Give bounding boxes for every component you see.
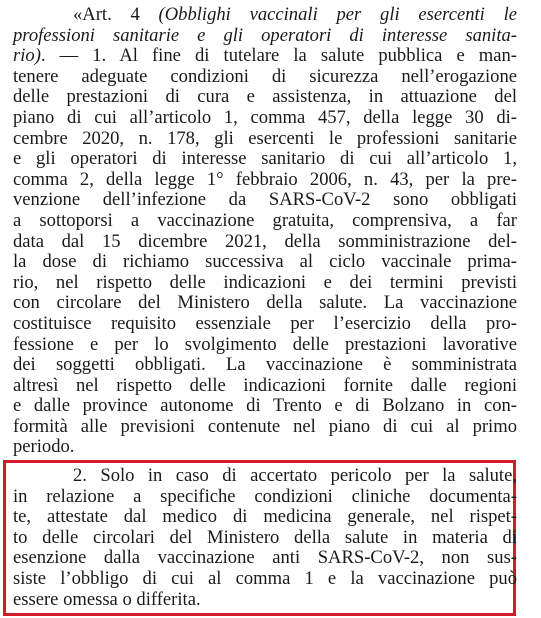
text-line: comma 2, della legge 1° febbraio 2006, n. 43, per la pre- <box>13 168 517 190</box>
text-line: la dose di richiamo successiva al ciclo vaccinale prima- <box>13 251 517 273</box>
text-line <box>13 5 517 26</box>
paragraph-start: . — 1. Al fine di tutelare la salute pubblica e man- <box>40 45 517 67</box>
text-line: professioni sanitarie e gli operatori di interesse sanita- <box>13 24 517 46</box>
paragraph-2-body <box>13 466 517 610</box>
text-line: esenzione dalla vaccinazione anti SARS-CoV-2, non sus- <box>13 547 517 569</box>
text-line <box>13 46 517 67</box>
text-line: data dal 15 dicembre 2021, della somministrazione del- <box>13 230 517 252</box>
article-heading-end: rio) <box>13 45 41 67</box>
text-line: a sottoporsi a vaccinazione gratuita, comprensiva, a far <box>13 209 517 231</box>
text-line: formità alle previsioni contenute nel piano di cui al primo <box>13 415 517 437</box>
article-heading: (Obblighi vaccinali per gli esercenti le <box>158 4 517 25</box>
article-4-paragraph-2 <box>13 466 517 610</box>
text-line: delle prestazioni di cura e assistenza, in attuazione del <box>13 86 517 108</box>
text-line: 2. Solo in caso di accertato pericolo per la salute, <box>73 465 517 486</box>
text-line: te, attestate dal medico di medicina generale, nel rispet- <box>13 506 517 528</box>
text-line: venzione dell’infezione da SARS-CoV-2 sono obbligati <box>13 189 517 211</box>
text-line: altresì nel rispetto delle indicazioni fornite dalle regioni <box>13 374 517 396</box>
article-4-paragraph-1 <box>13 5 517 458</box>
text-line: piano di cui all’articolo 1, comma 457, della legge 30 di- <box>13 106 517 128</box>
text-line: e gli operatori di interesse sanitario di cui all’articolo 1, <box>13 148 517 170</box>
text-line: in relazione a specifiche condizioni cliniche documenta- <box>13 485 517 507</box>
text-line: con circolare del Ministero della salute. La vaccinazione <box>13 292 517 314</box>
text-line: to delle circolari del Ministero della salute in materia di <box>13 526 517 548</box>
text-line: periodo. <box>13 436 75 458</box>
text-line: fessione e per lo svolgimento delle prestazioni lavorative <box>13 333 517 355</box>
text-line: tenere adeguate condizioni di sicurezza nell’erogazione <box>13 65 517 87</box>
text-line: rio, nel rispetto delle indicazioni e dei termini previsti <box>13 271 517 293</box>
text-line: dei soggetti obbligati. La vaccinazione è somministrata <box>13 354 517 376</box>
text-line: e dalle province autonome di Trento e di Bolzano in con- <box>13 395 517 417</box>
text-line: siste l’obbligo di cui al comma 1 e la vaccinazione può <box>13 567 517 589</box>
text-line: cembre 2020, n. 178, gli esercenti le professioni sanitarie <box>13 127 517 149</box>
text-line: costituisce requisito essenziale per l’esercizio della pro- <box>13 312 517 334</box>
paragraph-1-body <box>13 67 517 458</box>
article-number: «Art. 4 <box>73 4 159 25</box>
text-line: essere omessa o differita. <box>13 588 201 610</box>
